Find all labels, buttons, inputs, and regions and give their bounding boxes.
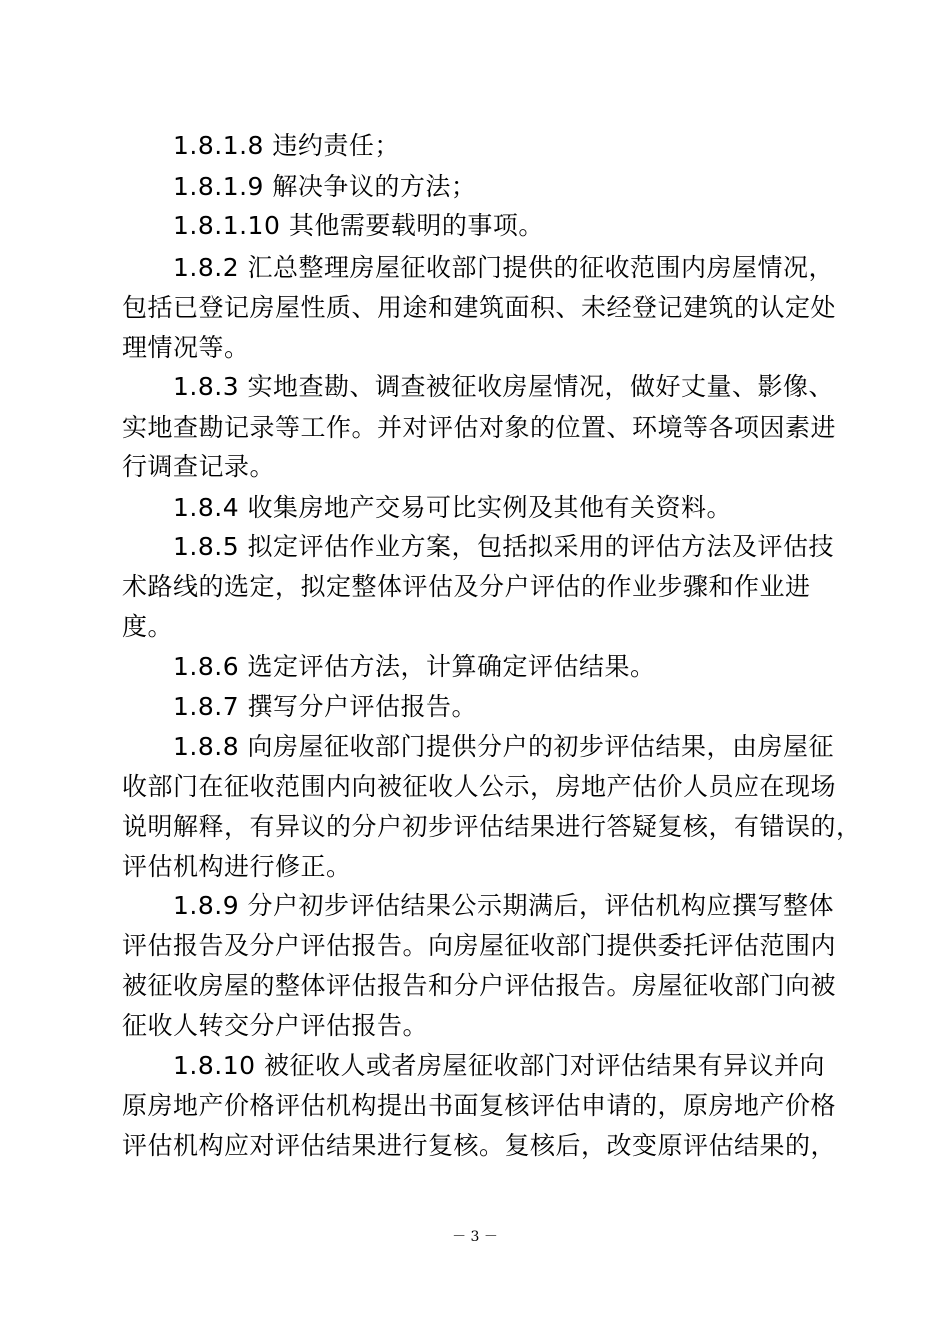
text-line: 1.8.5 拟定评估作业方案，包括拟采用的评估方法及评估技 (173, 532, 835, 561)
text-line: 1.8.1.9 解决争议的方法； (173, 172, 477, 201)
text-line: 征收人转交分户评估报告。 (122, 1011, 429, 1040)
text-line: 1.8.8 向房屋征收部门提供分户的初步评估结果，由房屋征 (173, 732, 835, 761)
text-line: 说明解释，有异议的分户初步评估结果进行答疑复核，有错误的， (122, 812, 862, 841)
text-line: 1.8.7 撰写分户评估报告。 (173, 692, 478, 721)
text-line: 包括已登记房屋性质、用途和建筑面积、未经登记建筑的认定处 (122, 293, 837, 322)
text-line: 1.8.1.8 违约责任； (173, 131, 400, 160)
text-line: 术路线的选定，拟定整体评估及分户评估的作业步骤和作业进 (122, 572, 811, 601)
text-line: 1.8.2 汇总整理房屋征收部门提供的征收范围内房屋情况， (173, 253, 835, 282)
text-line: 被征收房屋的整体评估报告和分户评估报告。房屋征收部门向被 (122, 971, 837, 1000)
text-line: 评估机构进行修正。 (122, 852, 352, 881)
text-line: 1.8.9 分户初步评估结果公示期满后，评估机构应撰写整体 (173, 891, 835, 920)
text-line: 评估机构应对评估结果进行复核。复核后，改变原评估结果的， (122, 1131, 837, 1160)
text-line: 原房地产价格评估机构提出书面复核评估申请的，原房地产价格 (122, 1091, 837, 1120)
text-line: 实地查勘记录等工作。并对评估对象的位置、环境等各项因素进 (122, 413, 837, 442)
text-line: 评估报告及分户评估报告。向房屋征收部门提供委托评估范围内 (122, 931, 837, 960)
page-number: － 3 － (452, 1229, 498, 1245)
text-line: 度。 (122, 612, 174, 641)
text-line: 理情况等。 (122, 333, 250, 362)
text-line: 1.8.1.10 其他需要载明的事项。 (173, 211, 544, 240)
text-line: 1.8.10 被征收人或者房屋征收部门对评估结果有异议并向 (173, 1051, 825, 1080)
text-line: 1.8.4 收集房地产交易可比实例及其他有关资料。 (173, 493, 733, 522)
text-line: 收部门在征收范围内向被征收人公示，房地产估价人员应在现场 (122, 772, 837, 801)
text-line: 1.8.3 实地查勘、调查被征收房屋情况，做好丈量、影像、 (173, 372, 835, 401)
text-line: 行调查记录。 (122, 452, 276, 481)
text-line: 1.8.6 选定评估方法，计算确定评估结果。 (173, 652, 656, 681)
